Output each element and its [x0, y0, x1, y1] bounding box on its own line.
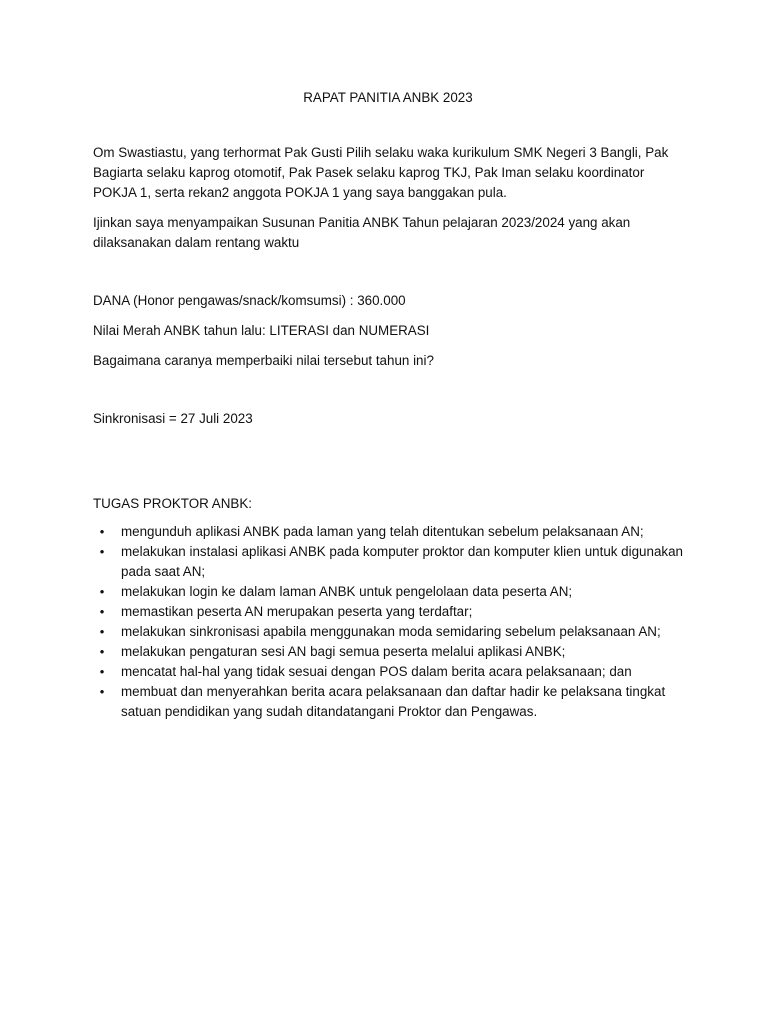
bullet-icon: • [99, 604, 105, 619]
list-item [93, 682, 683, 722]
list-item [93, 662, 683, 682]
spacer [93, 263, 683, 291]
task-text: melakukan instalasi aplikasi ANBK pada komputer proktor dan komputer klien untuk digunakan pada saat AN; [121, 544, 683, 579]
question-paragraph: Bagaimana caranya memperbaiki nilai tersebut tahun ini? [93, 353, 434, 368]
list-item [93, 582, 683, 602]
spacer [93, 381, 683, 409]
bullet-icon: • [99, 584, 105, 599]
task-text: melakukan login ke dalam laman ANBK untuk pengelolaan data peserta AN; [121, 584, 573, 599]
bullet-icon: • [99, 644, 105, 659]
spacer [93, 439, 683, 494]
task-list [93, 522, 683, 722]
bullet-icon: • [99, 524, 105, 539]
document-body [93, 88, 683, 722]
tugas-heading: TUGAS PROKTOR ANBK: [93, 496, 252, 511]
document-title: RAPAT PANITIA ANBK 2023 [303, 90, 473, 105]
list-item [93, 622, 683, 642]
task-text: melakukan pengaturan sesi AN bagi semua peserta melalui aplikasi ANBK; [121, 644, 566, 659]
task-text: membuat dan menyerahkan berita acara pelaksanaan dan daftar hadir ke pelaksana tingkat satuan pendidikan yang sudah ditandatangani Proktor dan Pengawas. [121, 684, 666, 719]
list-item [93, 602, 683, 622]
nilai-paragraph: Nilai Merah ANBK tahun lalu: LITERASI dan NUMERASI [93, 323, 430, 338]
intro-paragraph: Ijinkan saya menyampaikan Susunan Panitia ANBK Tahun pelajaran 2023/2024 yang akan dilaksanakan dalam rentang waktu [93, 215, 631, 250]
bullet-icon: • [99, 664, 105, 679]
sinkronisasi-paragraph: Sinkronisasi = 27 Juli 2023 [93, 411, 253, 426]
dana-paragraph: DANA (Honor pengawas/snack/komsumsi) : 360.000 [93, 293, 406, 308]
list-item [93, 522, 683, 542]
bullet-icon: • [99, 684, 105, 699]
list-item [93, 542, 683, 582]
bullet-icon: • [99, 624, 105, 639]
task-text: melakukan sinkronisasi apabila menggunakan moda semidaring sebelum pelaksanaan AN; [121, 624, 661, 639]
bullet-icon: • [99, 544, 105, 559]
list-item [93, 642, 683, 662]
greeting-paragraph: Om Swastiastu, yang terhormat Pak Gusti Pilih selaku waka kurikulum SMK Negeri 3 Bangli, Pak Bagiarta selaku kaprog otomotif, Pak Pasek selaku kaprog TKJ, Pak Iman selaku koordinator POKJA 1, serta rekan2 anggota POKJA 1 yang saya banggakan pula. [93, 145, 669, 200]
task-text: mencatat hal-hal yang tidak sesuai dengan POS dalam berita acara pelaksanaan; dan [121, 664, 632, 679]
task-text: memastikan peserta AN merupakan peserta yang terdaftar; [121, 604, 473, 619]
task-text: mengunduh aplikasi ANBK pada laman yang telah ditentukan sebelum pelaksanaan AN; [121, 524, 644, 539]
